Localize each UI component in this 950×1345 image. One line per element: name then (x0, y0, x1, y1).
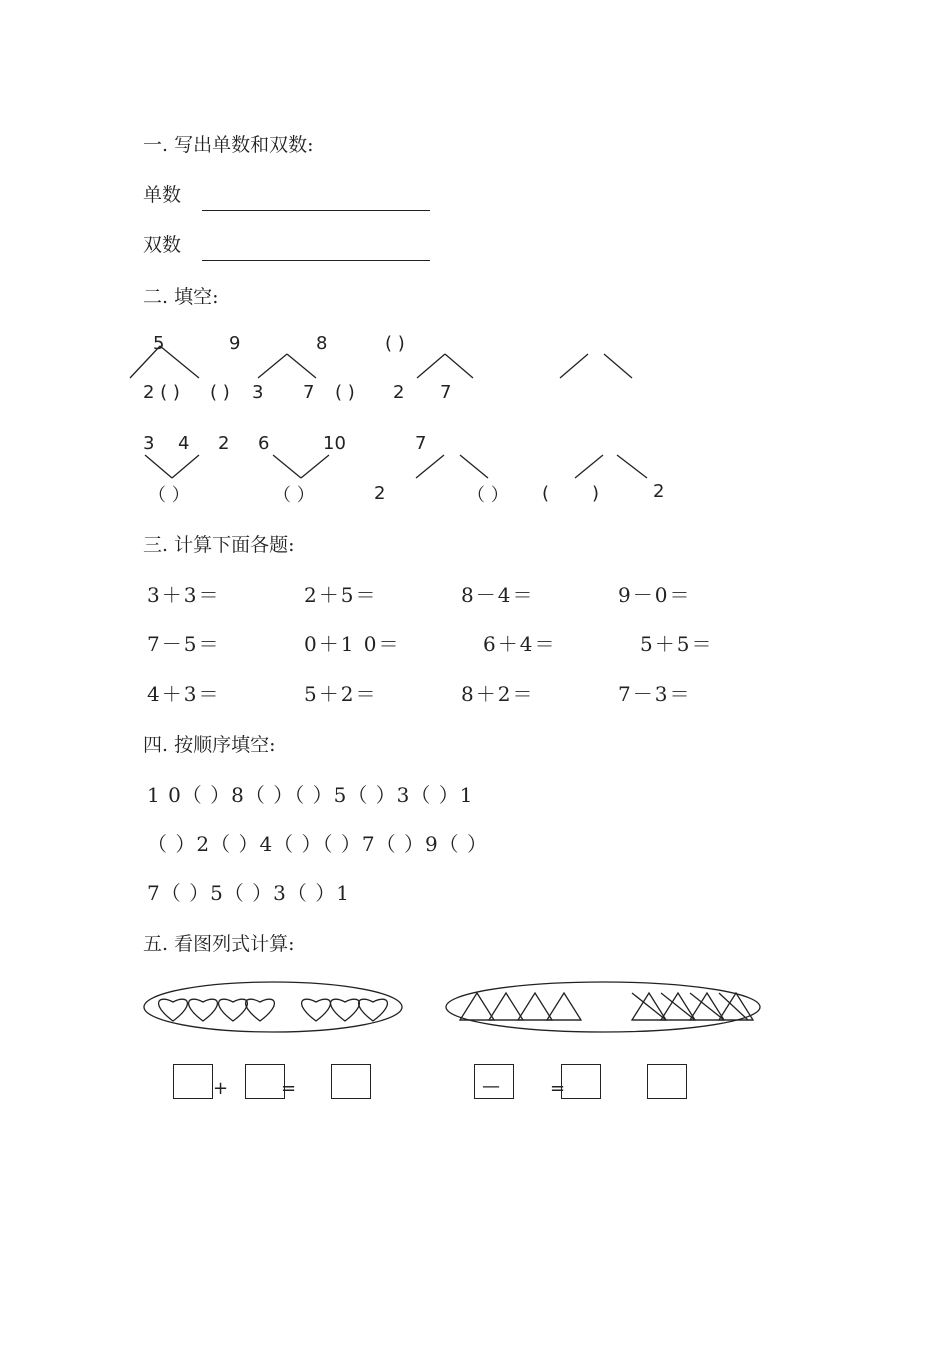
split-bottom-blank[interactable]: ( ) (335, 382, 355, 403)
split-bottom-open-paren[interactable]: ( (542, 483, 550, 504)
merge-tree-lines (145, 455, 647, 478)
split-top-number: 7 (415, 433, 427, 454)
odd-label: 单数 (143, 184, 182, 206)
split-top-number: 9 (229, 333, 241, 354)
split-bottom-close-paren[interactable]: ) (592, 483, 600, 504)
answer-box[interactable] (245, 1064, 285, 1099)
split-bottom-value: 7 (440, 382, 452, 403)
merge-top-number: 4 (178, 433, 190, 454)
right-picture-oval (446, 982, 760, 1032)
split-top-number: 2 (374, 483, 386, 504)
plus-sign: + (213, 1078, 229, 1099)
merge-top-number: 6 (258, 433, 270, 454)
equation[interactable]: 7－5＝ (147, 632, 221, 656)
triangle-icon-group-1 (460, 993, 581, 1020)
split-bottom-value: 2 (653, 481, 665, 502)
split-bottom-blank[interactable]: （ ） (467, 485, 509, 506)
crossed-triangle-icon-group-2 (632, 993, 753, 1020)
merge-top-number: 2 (218, 433, 230, 454)
number-tree-lines (130, 346, 632, 378)
equation[interactable]: 2＋5＝ (304, 583, 378, 607)
equation[interactable]: 3＋3＝ (147, 583, 221, 607)
split-bottom-value: 2 (393, 382, 405, 403)
merge-bottom-blank[interactable]: （ ） (148, 485, 190, 506)
section-4-title: 四. 按顺序填空: (143, 734, 276, 756)
split-bottom-value: 7 (303, 382, 315, 403)
equation[interactable]: 5＋5＝ (640, 632, 714, 656)
equation[interactable]: 8－4＝ (461, 583, 535, 607)
section-2-title: 二. 填空: (143, 286, 219, 308)
answer-box[interactable] (647, 1064, 687, 1099)
split-top-number: 5 (153, 333, 165, 354)
equals-sign: = (550, 1078, 566, 1099)
section-5-title: 五. 看图列式计算: (143, 933, 295, 955)
answer-box[interactable] (173, 1064, 213, 1099)
equation[interactable]: 6＋4＝ (483, 632, 557, 656)
minus-sign: — (482, 1076, 500, 1097)
merge-top-number: 3 (143, 433, 155, 454)
equals-sign: = (281, 1078, 297, 1099)
equation[interactable]: 4＋3＝ (147, 682, 221, 706)
equation[interactable]: 9－0＝ (618, 583, 692, 607)
answer-box[interactable] (331, 1064, 371, 1099)
split-bottom-blank[interactable]: ( ) (210, 382, 230, 403)
equation[interactable]: 5＋2＝ (304, 682, 378, 706)
equation[interactable]: 7－3＝ (618, 682, 692, 706)
split-top-number: 8 (316, 333, 328, 354)
section-3-title: 三. 计算下面各题: (143, 534, 295, 556)
merge-top-number: 10 (323, 433, 346, 454)
equation[interactable]: 0＋1 0＝ (304, 632, 401, 656)
split-bottom-value: 3 (252, 382, 264, 403)
section-1-title: 一. 写出单数和双数: (143, 134, 314, 156)
sequence-row[interactable]: 7（ ）5（ ）3（ ）1 (147, 881, 350, 905)
heart-icon-group-1 (159, 999, 275, 1021)
answer-box[interactable] (561, 1064, 601, 1099)
merge-bottom-blank[interactable]: （ ） (273, 485, 315, 506)
split-bottom-value[interactable]: 2 ( ) (143, 382, 180, 403)
even-label: 双数 (143, 234, 182, 256)
split-top-blank[interactable]: ( ) (385, 333, 405, 354)
heart-icon-group-2 (302, 999, 388, 1021)
equation[interactable]: 8＋2＝ (461, 682, 535, 706)
sequence-row[interactable]: （ ）2（ ）4（ ）（ ）7（ ）9（ ） (147, 832, 489, 856)
sequence-row[interactable]: 1 0（ ）8（ ）（ ）5（ ）3（ ）1 (147, 783, 474, 807)
